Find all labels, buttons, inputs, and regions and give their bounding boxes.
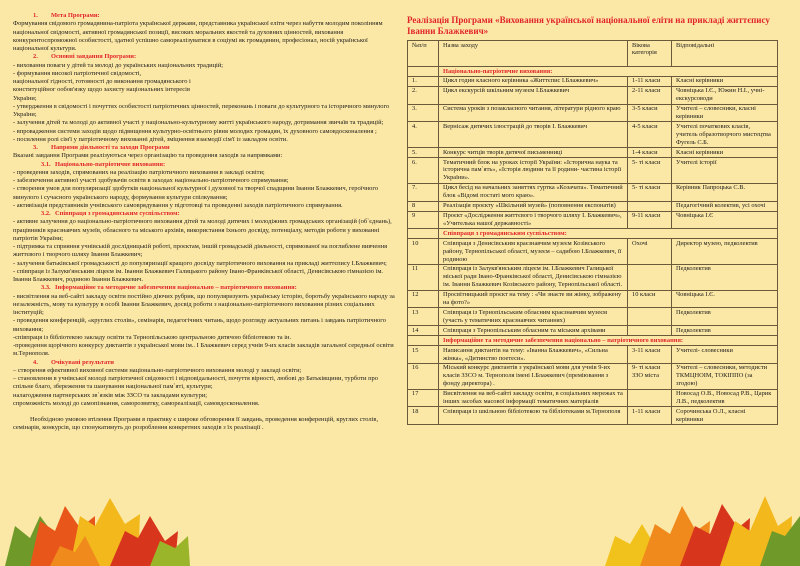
cell-activity: Висвітлення на веб-сайті закладу освіти, в соціальних мережах та інших засобах масової інформації тематичних матеріалів [439, 389, 628, 407]
table-row [408, 290, 778, 308]
table-cell [408, 229, 439, 239]
paragraph: - залучення дітей та молоді до активної участі у національно-культурному житті українського народу, дотримання звичаїв та традицій; [13, 119, 384, 127]
cell-number: 6. [408, 158, 439, 184]
paragraph: - активізація представників учнівського самоврядування у підготовці та проведенні заходів патріотичного спрямування. [13, 201, 343, 209]
cell-number: 13 [408, 308, 439, 326]
section-number: 4. [33, 358, 38, 366]
section-title: Співпраця з громадянським суспільством: [439, 229, 778, 239]
table-section-row [408, 336, 778, 346]
cell-activity: Вернісаж дитячих ілюстрацій до творів І. Блажкевич [439, 122, 628, 148]
cell-age-category [628, 201, 672, 211]
section-heading-text: Напрями діяльності та заходи Програми [51, 144, 170, 151]
paragraph: - утвердження в свідомості і почуттях особистості патріотичних цінностей, переконань і поваги до культурного та історичного минулого України; [13, 102, 390, 118]
cell-activity: Проєкт «Дослідження життєвого і творчого шляху І. Блажкевич», «Учителька нашої державності» [439, 211, 628, 229]
cell-responsible: Учителі історії [672, 158, 778, 184]
paragraph: – становлення в учнівської молоді патріотичної свідомості і відповідальності, почуття вірності, любові до Батьківщини, турботи про спільне благо, збереження та шанування національної пам`яті, культури; [13, 375, 378, 391]
section-heading-text: Очікувані результати [51, 358, 114, 366]
cell-age-category: 4-5 класи [628, 122, 672, 148]
paragraph: - проведення заходів, спрямованих на реалізацію патріотичного виховання в закладі освіти; [13, 168, 265, 176]
cell-age-category: 2-11 класи [628, 86, 672, 104]
paragraph: -проведення щорічного конкурсу диктантів з української мови ім.. І Блажкевич серед учнів 9-их класів закладів загальної середньої освіти м.Тернополя. [13, 342, 394, 358]
table-row [408, 183, 778, 201]
paragraph: України; [13, 94, 37, 102]
cell-number: 9 [408, 211, 439, 229]
autumn-leaves-left-decoration [0, 486, 190, 566]
cell-number: 1. [408, 76, 439, 86]
cell-number: 2. [408, 86, 439, 104]
section-number: 2. [33, 53, 38, 61]
autumn-leaves-right-decoration [600, 486, 800, 566]
paragraph: - висвітлення на веб-сайті закладу освіти постійно діючих рубрик, що популяризують українську історію, боротьбу українського народу за незалежність, мову та культуру в особі Іванни Блажкевич, досвід роботи з національно-патріотичного виховання різних соціальних інституцій; [13, 292, 395, 316]
cell-activity: Цикл екскурсій шкільним музеєм І.Блажкевич [439, 86, 628, 104]
cell-number: 7. [408, 183, 439, 201]
cell-activity: Написання диктантів на тему: «Іванна Блажкевич», «Сильна жінка», «Дитинство поетеси». [439, 346, 628, 364]
cell-activity: Конкурс читців творів дитячої письменниці [439, 148, 628, 158]
paragraph: спроможність молоді до самопізнання, саморозвитку, самореалізації, самовдосконалення. [13, 399, 260, 407]
cell-activity: Співпраця з Денисівським краєзнавчим музеєм Козівського району, Тернопільської області, музеєм – садибою І.Блажкевич, її родиною [439, 239, 628, 265]
cell-number: 16 [408, 363, 439, 389]
cell-number: 4. [408, 122, 439, 148]
section-heading [13, 12, 397, 20]
section-title: Національно-патріотичне виховання: [439, 67, 778, 77]
cell-activity: Просвітницький проєкт на тему : «Чи знаєте ви жінку, зображену на фото?» [439, 290, 628, 308]
cell-age-category: 1-4 класи [628, 148, 672, 158]
table-row [408, 308, 778, 326]
cell-age-category: Охочі [628, 239, 672, 265]
table-row [408, 104, 778, 122]
cell-number: 8 [408, 201, 439, 211]
table-row [408, 407, 778, 425]
col-header-age: Вікова категорія [628, 41, 672, 67]
cell-age-category: 5- ті класи [628, 158, 672, 184]
page-title: Реалізація Програми «Виховання української національної еліти на прикладі життєпису Іванни Блажкевич» [407, 15, 770, 36]
program-activities-table [407, 40, 778, 425]
cell-age-category: 3-11 класи [628, 346, 672, 364]
paragraph: - створення умов для популяризації здобутків національної культурної і духовної та творчої спадщини Іванни Блажкевич, героїчного минулого і сучасного українського народу, формування культури спілкування; [13, 185, 379, 201]
table-row [408, 346, 778, 364]
paragraph: налагодження партнерських зв`язків між ЗЗСО та закладами культури; [13, 391, 208, 399]
section-number: 3.1. [41, 160, 51, 168]
section-heading-text: Національно-патріотичне виховання: [55, 160, 166, 168]
cell-activity: Співпраця із шкільною бібліотекою та бібліотеками м.Тернополя [439, 407, 628, 425]
cell-age-category: 3-5 класи [628, 104, 672, 122]
paragraph: -співпраця із бібліотекою закладу освіти та Тернопільською центральною дитячою бібліотекою та ін. [13, 333, 292, 341]
cell-responsible: Педколектив [672, 308, 778, 326]
cell-activity: Тематичний блок на уроках історії України: «Історична наука та історична пам`ять», «Історія людини та її родини- частина історії України». [439, 158, 628, 184]
paragraph: - активне залучення до національно-патріотичного виховання дітей та молоді дитячих і молодіжних громадських організацій (об`єднань), працівників краєзнавчих музеїв, обласного та міського архівів, використання їхнього досвіду, потенціалу, методів роботи у вихованні патріотів України; [13, 218, 392, 242]
paragraph: - впровадження системи заходів щодо підвищення культурно-освітнього рівня молодих громадян, їх духовного самовдосконалення ; [13, 127, 377, 135]
table-section-row [408, 229, 778, 239]
section-heading [13, 210, 397, 218]
paragraph: національної гідності, готовності до виконання громадянського і [13, 78, 191, 85]
paragraph: - підтримка та сприяння учнівській дослідницькій роботі, проєктам, іншій громадській діяльності, спрямованої на поглиблене вивчення життєвого і творчого шляху Іванни Блажкевич; [13, 243, 388, 259]
cell-activity: Співпраця із Тернопільським обласним краєзнавчим музеєм (участь у тематичних краєзнавчих читаннях) [439, 308, 628, 326]
section-number: 1. [33, 12, 38, 19]
cell-age-category: 9-11 класи [628, 211, 672, 229]
cell-activity: Система уроків з позакласного читання, літератури рідного краю [439, 104, 628, 122]
section-number: 3. [33, 144, 38, 151]
cell-age-category: 10 класи [628, 290, 672, 308]
cell-activity: Цикл годин класного керівника «Життєпис І.Блажкевич» [439, 76, 628, 86]
table-row [408, 122, 778, 148]
paragraph: Необхідною умовою втілення Програми в практику є широке обговорення її завдань, проведення конференцій, круглих столів, семінарів, конкурсів, що спонукатимуть до розроблення конкретних заходів з їх реалізації . [13, 416, 379, 432]
section-heading [13, 53, 397, 61]
cell-responsible: Човніцька І.Є [672, 211, 778, 229]
cell-age-category [628, 389, 672, 407]
cell-responsible: Учителі початкових класів, учитель образотворчого мистецтва Фугель С.Б. [672, 122, 778, 148]
col-header-number: №п/п [408, 41, 439, 67]
section-heading [13, 359, 397, 367]
cell-number: 11 [408, 264, 439, 290]
cell-responsible: Класні керівники [672, 148, 778, 158]
table-row [408, 158, 778, 184]
cell-responsible: Сорочинська О.Л., класні керівники [672, 407, 778, 425]
cell-age-category: 1-11 класи [628, 407, 672, 425]
table-row [408, 363, 778, 389]
col-header-responsible: Відповідальні [672, 41, 778, 67]
cell-age-category [628, 308, 672, 326]
section-heading [13, 144, 397, 152]
section-heading-text: Інформаційне та методичне забезпечення національно – патріотичного виховання: [55, 284, 297, 292]
section-heading-text: Основні завдання Програми: [51, 53, 137, 61]
paragraph: Формування свідомого громадянина-патріота української держави, представника української еліти через набуття молодим поколінням національної свідомості, активної громадянської позиції, високих моральних якостей та духовних цінностей, виховання конкурентоспроможної особистості, здатної успішно самореалізуватися в соціумі як громадянин, професіонал, носій української національної культури. [13, 20, 383, 52]
cell-age-category [628, 264, 672, 290]
table-row [408, 211, 778, 229]
table-cell [408, 67, 439, 77]
cell-number: 18 [408, 407, 439, 425]
cell-number: 10 [408, 239, 439, 265]
cell-responsible: Учителі – словесники, методисти ТКМЦНОІМ, ТОКІППО (за згодою) [672, 363, 778, 389]
paragraph: Вказані завдання Програми реалізуються через організацію та проведення заходів за напрямками: [13, 152, 283, 160]
table-row [408, 76, 778, 86]
cell-responsible: Керівник Папроцька С.В. [672, 183, 778, 201]
table-row [408, 239, 778, 265]
section-heading [13, 284, 397, 292]
table-row [408, 148, 778, 158]
section-title: Інформаційне та методичне забезпечення національно – патріотичного виховання: [439, 336, 778, 346]
col-header-activity: Назва заходу [439, 41, 628, 67]
section-heading [13, 161, 397, 169]
cell-responsible: Педколектив [672, 326, 778, 336]
cell-number: 12 [408, 290, 439, 308]
paragraph: - виховання поваги у дітей та молоді до українських національних традицій; [13, 61, 224, 69]
program-text [13, 12, 397, 433]
cell-activity: Співпраця із Залукв'янським ліцеєм ім. І.Блажкевич Галицької міської ради Івано-Франківської області, Денисівською гімназією ім. Іванни Блажкевич Козівського району, Тернопільської області. [439, 264, 628, 290]
section-heading-text: Співпраця з громадянським суспільством: [55, 210, 180, 217]
section-number: 3.2. [41, 210, 51, 217]
paragraph: - співпраця із Залукв'янським ліцеєм ім. Іванни Блажкевич Галицького району Івано-Франківської області, Денисівською гімназією ім. Іванни Блажкевич, родиною Іванни Блажкевич. [13, 267, 384, 283]
table-row [408, 389, 778, 407]
cell-number: 14 [408, 326, 439, 336]
cell-responsible: Директор музею, педколектив [672, 239, 778, 265]
paragraph: – створення ефективної виховної системи національно-патріотичного виховання молоді у закладі освіти; [13, 366, 302, 374]
cell-responsible: Човніцька І.Є., Южин Н.І., учні- екскурсоводи [672, 86, 778, 104]
cell-number: 17 [408, 389, 439, 407]
cell-activity: Співпраця з Тернопільським обласним та міським архівами [439, 326, 628, 336]
paragraph: - проведення конференцій, «круглих столів», семінарів, педагогічних читань, щодо розгляду актуальних питань і завдань патріотичного виховання; [13, 317, 386, 333]
cell-age-category [628, 326, 672, 336]
cell-age-category: 1-11 класи [628, 76, 672, 86]
cell-age-category: 5- ті класи [628, 183, 672, 201]
cell-responsible: Новосад О.В., Новосад Р.В., Царик Л.В., педколектив [672, 389, 778, 407]
cell-number: 3. [408, 104, 439, 122]
table-row [408, 326, 778, 336]
cell-activity: Міський конкурс диктантів з української мови для учнів 9-их класів ЗЗСО м. Тернополя імені І.Блажкевич (преміювання з фонду директора) . [439, 363, 628, 389]
paragraph: конституційног ообов'язку щодо захисту національних інтересів [13, 86, 190, 94]
table-cell [408, 336, 439, 346]
section-heading-text: Мета Програми: [51, 12, 100, 19]
paragraph: - залучення батьківської громадськості до популяризації кращого досвіду патріотичного виховання на прикладі життєпису І.Блажкевич; [13, 259, 387, 267]
cell-number: 15 [408, 346, 439, 364]
cell-activity: Цикл бесід на начальних заняттях гуртка «Козачата». Тематичний блок «Відомі постаті мого краю». [439, 183, 628, 201]
cell-responsible: Учителі – словесники, класні керівники [672, 104, 778, 122]
table-row [408, 201, 778, 211]
table-row [408, 264, 778, 290]
paragraph: - формування високої патріотичної свідомості, [13, 69, 142, 77]
cell-age-category: 9- ті класи ЗЗО міста [628, 363, 672, 389]
cell-responsible: Педколектив [672, 264, 778, 290]
cell-responsible: Човніцька І.Є. [672, 290, 778, 308]
table-row [408, 86, 778, 104]
cell-responsible: Класні керівники [672, 76, 778, 86]
cell-responsible: Учителі- словесники [672, 346, 778, 364]
cell-activity: Реалізація проєкту «Шкільний музей» (поповнення експонатів) [439, 201, 628, 211]
table-header-row [408, 41, 778, 67]
cell-number: 5. [408, 148, 439, 158]
paragraph: - посилення ролі сім'ї у патріотичному вихованні дітей, зміцнення взаємодії сім'ї із закладом освіти. [13, 135, 288, 143]
table-section-row [408, 67, 778, 77]
cell-responsible: Педагогічний колектив, усі охочі [672, 201, 778, 211]
section-number: 3.3. [41, 284, 51, 292]
paragraph: - забезпечення активної участі здобувачів освіти в заходах національно-патріотичного спрямування; [13, 177, 289, 184]
